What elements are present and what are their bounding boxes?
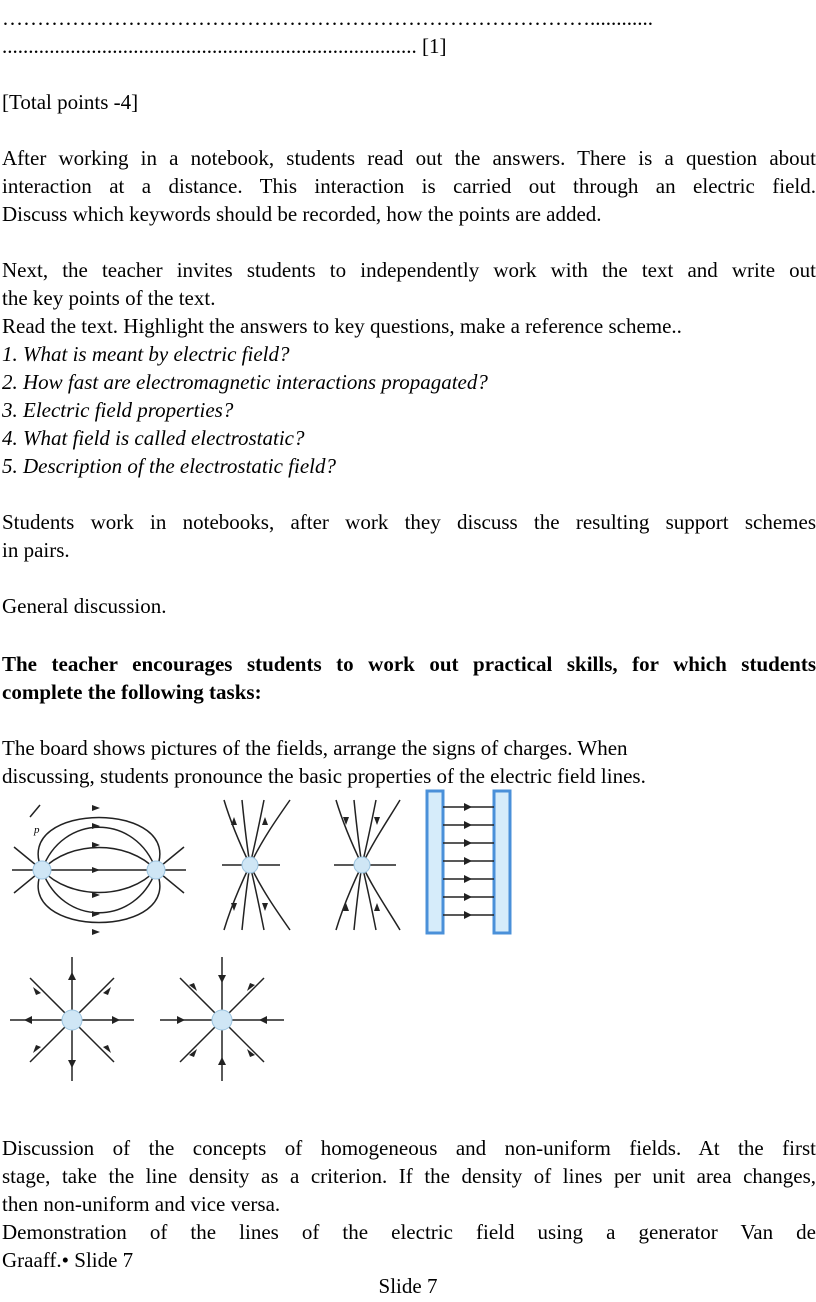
paragraph-line: Demonstration of the lines of the electric field using a generator Van de [2,1220,816,1244]
charge-circle [354,857,370,873]
answer-dots-line: …………………………………………………………………………............ [2,6,653,30]
paragraph-line: stage, take the line density as a criterion. If the density of lines per unit area changes, [2,1164,816,1188]
field-lines-figure [0,785,540,1085]
paragraph-line: interaction at a distance. This interaction is carried out through an electric field. [2,174,816,198]
charge-circle [212,1010,232,1030]
right-plate [494,791,510,933]
paragraph-line: the key points of the text. [2,286,216,310]
paragraph-line: Students work in notebooks, after work they discuss the resulting support schemes [2,510,816,534]
paragraph-line: Graaff.• Slide 7 [2,1248,134,1272]
paragraph-line: The board shows pictures of the fields, arrange the signs of charges. When [2,736,628,760]
parallel-plates-diagram [427,791,510,933]
question-item: 3. Electric field properties? [2,398,234,422]
answer-dots-line-points: ............................................................................... [1] [2,34,447,58]
paragraph-line: Discuss which keywords should be recorded, how the points are added. [2,202,602,226]
general-discussion: General discussion. [2,594,167,618]
label-p: p [34,824,40,836]
paragraph-line: Next, the teacher invites students to independently work with the text and write out [2,258,816,282]
charge-circle [62,1010,82,1030]
charge-circle [242,857,258,873]
instruction-line: Read the text. Highlight the answers to key questions, make a reference scheme.. [2,314,682,338]
question-item: 4. What field is called electrostatic? [2,426,305,450]
question-item: 2. How fast are electromagnetic interactions propagated? [2,370,488,394]
bold-paragraph-line: complete the following tasks: [2,680,262,704]
paragraph-line: in pairs. [2,538,70,562]
paragraph-line: then non-uniform and vice versa. [2,1192,281,1216]
paragraph-line: Discussion of the concepts of homogeneous and non-uniform fields. At the first [2,1136,816,1160]
paragraph-line: discussing, students pronounce the basic properties of the electric field lines. [2,764,646,788]
charge-circle [33,861,51,879]
page-footer: Slide 7 [378,1274,438,1298]
total-points: [Total points -4] [2,90,139,114]
bold-paragraph-line: The teacher encourages students to work out practical skills, for which students [2,652,816,676]
question-item: 5. Description of the electrostatic field? [2,454,336,478]
charge-circle [147,861,165,879]
question-item: 1. What is meant by electric field? [2,342,290,366]
paragraph-line: After working in a notebook, students read out the answers. There is a question about [2,146,816,170]
left-plate [427,791,443,933]
